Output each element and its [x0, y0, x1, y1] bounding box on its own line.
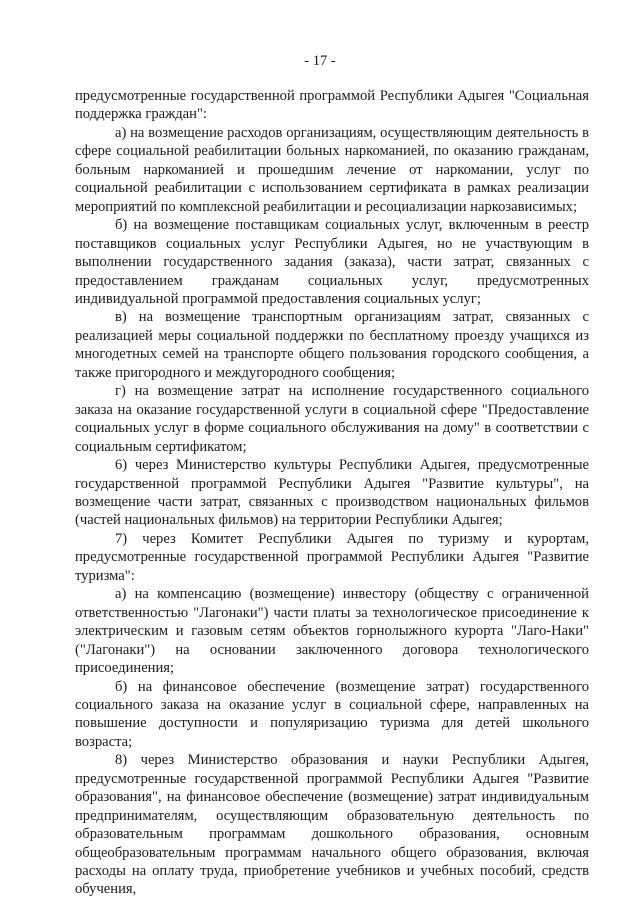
paragraph-7a-lagonaki: а) на компенсацию (возмещение) инвестору (обществу с ограниченной ответственностью "Лагонаки") части платы за технологическое присоединение к электрическим и газовым сетям объектов горнолыжного курорта "Лаго-Наки" ("Лагонаки") на основании заключенного договора технологического присоединения; — [75, 586, 589, 677]
paragraph-6-culture: 6) через Министерство культуры Республики Адыгея, предусмотренные государственной программой Республики Адыгея "Развитие культуры", на возмещение части затрат, связанных с производством национальных фильмов (частей национальных фильмов) на территории Республики Адыгея; — [75, 457, 589, 529]
document-body — [75, 87, 589, 899]
paragraph-item-b-social-services: б) на возмещение поставщикам социальных услуг, включенным в реестр поставщиков социальных услуг Республики Адыгея, но не участвующим в выполнении государственного задания (заказа), части затрат, связанных с предоставлением гражданам социальных услуг, предусмотренных индивидуальной программой предоставления социальных услуг; — [75, 217, 589, 307]
paragraph-intro: предусмотренные государственной программой Республики Адыгея "Социальная поддержка граждан": — [75, 88, 589, 123]
paragraph-8-education: 8) через Министерство образования и науки Республики Адыгея, предусмотренные государственной программой Республики Адыгея "Развитие образования", на финансовое обеспечение (возмещение) затрат индивидуальным предпринимателям, осуществляющим образовательную деятельность по образовательным программам дошкольного образования, основным общеобразовательным программам начального общего образования, включая расходы на оплату труда, приобретение учебников и учебных пособий, средств обучения, — [75, 752, 589, 898]
paragraph-item-a-rehabilitation: а) на возмещение расходов организациям, осуществляющим деятельность в сфере социальной реабилитации больных наркоманией, по оказанию гражданам, больным наркоманией и прошедшим лечение от наркомании, услуг по социальной реабилитации с использованием сертификата в рамках реализации мероприятий по комплексной реабилитации и ресоциализации наркозависимых; — [75, 124, 589, 215]
paragraph-7-tourism: 7) через Комитет Республики Адыгея по туризму и курортам, предусмотренные государственной программой Республики Адыгея "Развитие туризма": — [75, 530, 589, 584]
paragraph-item-g-social-order: г) на возмещение затрат на исполнение государственного социального заказа на оказание государственной услуги в социальной сфере "Предоставление социальных услуг в форме социального обслуживания на дому" в соответствии с социальным сертификатом; — [75, 383, 589, 455]
page-number: - 17 - — [304, 53, 336, 69]
paragraph-item-v-transport: в) на возмещение транспортным организациям затрат, связанных с реализацией меры социальной поддержки по бесплатному проезду учащихся из многодетных семей на транспорте общего пользования городского сообщения, а также пригородного и междугородного сообщения; — [75, 309, 589, 381]
paragraph-7b-tourism-children: б) на финансовое обеспечение (возмещение затрат) государственного социального заказа на оказание услуг в социальной сфере, направленных на повышение доступности и популяризацию туризма для детей школьного возраста; — [75, 678, 589, 750]
